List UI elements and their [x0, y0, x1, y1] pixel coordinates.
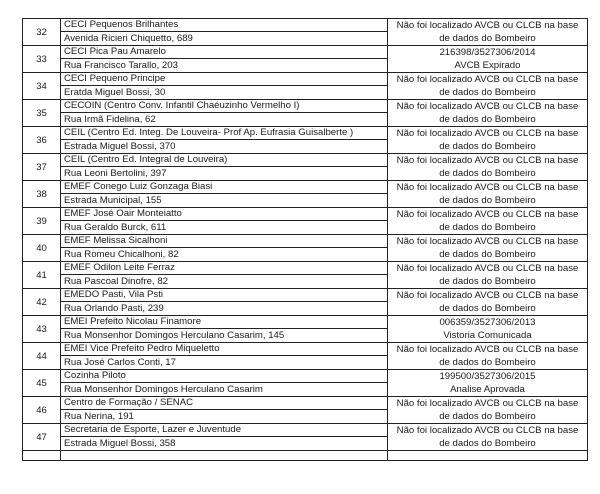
status-line-1: Não foi localizado AVCB ou CLCB na base — [396, 128, 579, 139]
facility-address: Rua Irmã Fidelina, 62 — [64, 114, 156, 125]
facility-address: Rua Monsenhor Domingos Herculano Casarim — [64, 384, 263, 395]
row-number: 42 — [23, 289, 61, 316]
facility-address: Rua Nerina, 191 — [64, 411, 134, 422]
row-number: 39 — [23, 208, 61, 235]
status-line-2: de dados do Bombeiro — [439, 276, 536, 287]
row-number: 47 — [23, 424, 61, 451]
facility-address: Rua Leoni Bertolini, 397 — [64, 168, 167, 179]
table-row — [23, 19, 588, 46]
row-number: 44 — [23, 343, 61, 370]
row-number: 45 — [23, 370, 61, 397]
table-row — [23, 73, 588, 100]
status-line-2: Vistoria Comunicada — [443, 330, 532, 341]
table-row — [23, 235, 588, 262]
table-row — [23, 154, 588, 181]
facility-name: Centro de Formação / SENAC — [61, 397, 387, 410]
table-row — [23, 289, 588, 316]
status-cell — [388, 127, 588, 154]
table-row — [23, 316, 588, 343]
empty-cell — [61, 451, 388, 461]
status-cell — [388, 370, 588, 397]
facility-address: Rua Francisco Tarallo, 203 — [64, 60, 178, 71]
status-line-2: de dados do Bombeiro — [439, 222, 536, 233]
empty-row — [23, 451, 588, 461]
status-cell — [388, 46, 588, 73]
schools-table — [22, 18, 588, 461]
facility-cell — [61, 343, 388, 370]
facility-name: EMEDO Pasti, Vila Psti — [61, 289, 387, 302]
status-line-2: de dados do Bombeiro — [439, 114, 536, 125]
row-number: 40 — [23, 235, 61, 262]
facility-name: CECI Pequeno Principe — [61, 73, 387, 86]
table-row — [23, 100, 588, 127]
status-cell — [388, 343, 588, 370]
table-body — [23, 19, 588, 461]
facility-name: Cozinha Piloto — [61, 370, 387, 383]
facility-cell — [61, 100, 388, 127]
empty-cell — [388, 451, 588, 461]
facility-address: Rua José Carlos Conti, 17 — [64, 357, 176, 368]
status-line-1: 006359/3527306/2013 — [439, 317, 536, 328]
facility-cell — [61, 208, 388, 235]
status-line-1: Não foi localizado AVCB ou CLCB na base — [396, 155, 579, 166]
status-line-1: Não foi localizado AVCB ou CLCB na base — [396, 209, 579, 220]
status-cell — [388, 424, 588, 451]
facility-cell — [61, 316, 388, 343]
empty-cell — [23, 451, 61, 461]
status-line-1: Não foi localizado AVCB ou CLCB na base — [396, 290, 579, 301]
status-cell — [388, 397, 588, 424]
status-cell — [388, 316, 588, 343]
facility-cell — [61, 424, 388, 451]
facility-cell — [61, 370, 388, 397]
row-number: 36 — [23, 127, 61, 154]
facility-address: Estrada Municipal, 155 — [64, 195, 162, 206]
row-number: 46 — [23, 397, 61, 424]
status-cell — [388, 208, 588, 235]
facility-cell — [61, 397, 388, 424]
facility-name: Secretaria de Esporte, Lazer e Juventude — [61, 424, 387, 437]
facility-address: Rua Romeu Chicalhoni, 82 — [64, 249, 179, 260]
facility-name: CEIL (Centro Ed. Integral de Louveira) — [61, 154, 387, 167]
facility-cell — [61, 19, 388, 46]
facility-cell — [61, 46, 388, 73]
facility-name: CECOIN (Centro Conv. Infantil Chaéuzinho Vermelho I) — [61, 100, 387, 113]
row-number: 34 — [23, 73, 61, 100]
facility-address: Rua Geraldo Burck, 611 — [64, 222, 167, 233]
table-row — [23, 397, 588, 424]
status-line-2: de dados do Bombeiro — [439, 168, 536, 179]
status-cell — [388, 235, 588, 262]
facility-address: Eratda Miguel Bossi, 30 — [64, 87, 166, 98]
row-number: 35 — [23, 100, 61, 127]
facility-address: Avenida Ricieri Chiquetto, 689 — [64, 33, 193, 44]
status-line-1: Não foi localizado AVCB ou CLCB na base — [396, 236, 579, 247]
status-line-1: 199500/3527306/2015 — [439, 371, 536, 382]
facility-name: EMEF José Oair Monteiatto — [61, 208, 387, 221]
facility-name: CECI Pequenos Brilhantes — [61, 19, 387, 32]
table-row — [23, 343, 588, 370]
row-number: 38 — [23, 181, 61, 208]
table-row — [23, 181, 588, 208]
facility-address: Estrada Miguel Bossi, 370 — [64, 141, 176, 152]
status-line-2: de dados do Bombeiro — [439, 141, 536, 152]
facility-name: EMEF Odilon Leite Ferraz — [61, 262, 387, 275]
facility-address: Rua Monsenhor Domingos Herculano Casarim, 145 — [64, 330, 285, 341]
row-number: 37 — [23, 154, 61, 181]
facility-cell — [61, 262, 388, 289]
facility-cell — [61, 289, 388, 316]
status-line-1: Não foi localizado AVCB ou CLCB na base — [396, 263, 579, 274]
status-line-2: de dados do Bombeiro — [439, 87, 536, 98]
facility-address: Rua Pascoal Dinofre, 82 — [64, 276, 168, 287]
status-line-1: Não foi localizado AVCB ou CLCB na base — [396, 20, 579, 31]
status-cell — [388, 289, 588, 316]
facility-cell — [61, 73, 388, 100]
status-line-2: Analise Aprovada — [450, 384, 525, 395]
facility-cell — [61, 127, 388, 154]
status-line-2: de dados do Bombeiro — [439, 411, 536, 422]
facility-name: CECI Pica Pau Amarelo — [61, 46, 387, 59]
table-row — [23, 208, 588, 235]
table-row — [23, 262, 588, 289]
status-line-2: de dados do Bombeiro — [439, 303, 536, 314]
table-row — [23, 424, 588, 451]
status-cell — [388, 181, 588, 208]
status-cell — [388, 19, 588, 46]
status-line-1: Não foi localizado AVCB ou CLCB na base — [396, 101, 579, 112]
status-line-2: de dados do Bombeiro — [439, 357, 536, 368]
status-line-1: Não foi localizado AVCB ou CLCB na base — [396, 344, 579, 355]
facility-name: CEIL (Centro Ed. Integ. De Louveira- Prof Ap. Eufrasia Guisalberte ) — [61, 127, 387, 140]
table-row — [23, 370, 588, 397]
status-line-2: de dados do Bombeiro — [439, 33, 536, 44]
status-line-1: Não foi localizado AVCB ou CLCB na base — [396, 182, 579, 193]
status-cell — [388, 262, 588, 289]
status-line-2: AVCB Expirado — [454, 60, 521, 71]
status-line-2: de dados do Bombeiro — [439, 438, 536, 449]
facility-cell — [61, 154, 388, 181]
facility-name: EMEI Prefeito Nicolau Finamore — [61, 316, 387, 329]
status-line-2: de dados do Bombeiro — [439, 195, 536, 206]
facility-name: EMEF Melissa Sicalhoni — [61, 235, 387, 248]
table-row — [23, 127, 588, 154]
status-cell — [388, 154, 588, 181]
facility-cell — [61, 181, 388, 208]
facility-address: Rua Orlando Pasti, 239 — [64, 303, 164, 314]
row-number: 32 — [23, 19, 61, 46]
status-cell — [388, 100, 588, 127]
facility-cell — [61, 235, 388, 262]
status-line-1: Não foi localizado AVCB ou CLCB na base — [396, 74, 579, 85]
status-line-1: 216398/3527306/2014 — [439, 47, 536, 58]
row-number: 41 — [23, 262, 61, 289]
status-cell — [388, 73, 588, 100]
facility-name: EMEI Vice Prefeito Pedro Miqueletto — [61, 343, 387, 356]
row-number: 33 — [23, 46, 61, 73]
row-number: 43 — [23, 316, 61, 343]
status-line-1: Não foi localizado AVCB ou CLCB na base — [396, 398, 579, 409]
table-row — [23, 46, 588, 73]
facility-name: EMEF Conego Luiz Gonzaga Biasi — [61, 181, 387, 194]
facility-address: Estrada Miguel Bossi, 358 — [64, 438, 176, 449]
status-line-1: Não foi localizado AVCB ou CLCB na base — [396, 425, 579, 436]
status-line-2: de dados do Bombeiro — [439, 249, 536, 260]
